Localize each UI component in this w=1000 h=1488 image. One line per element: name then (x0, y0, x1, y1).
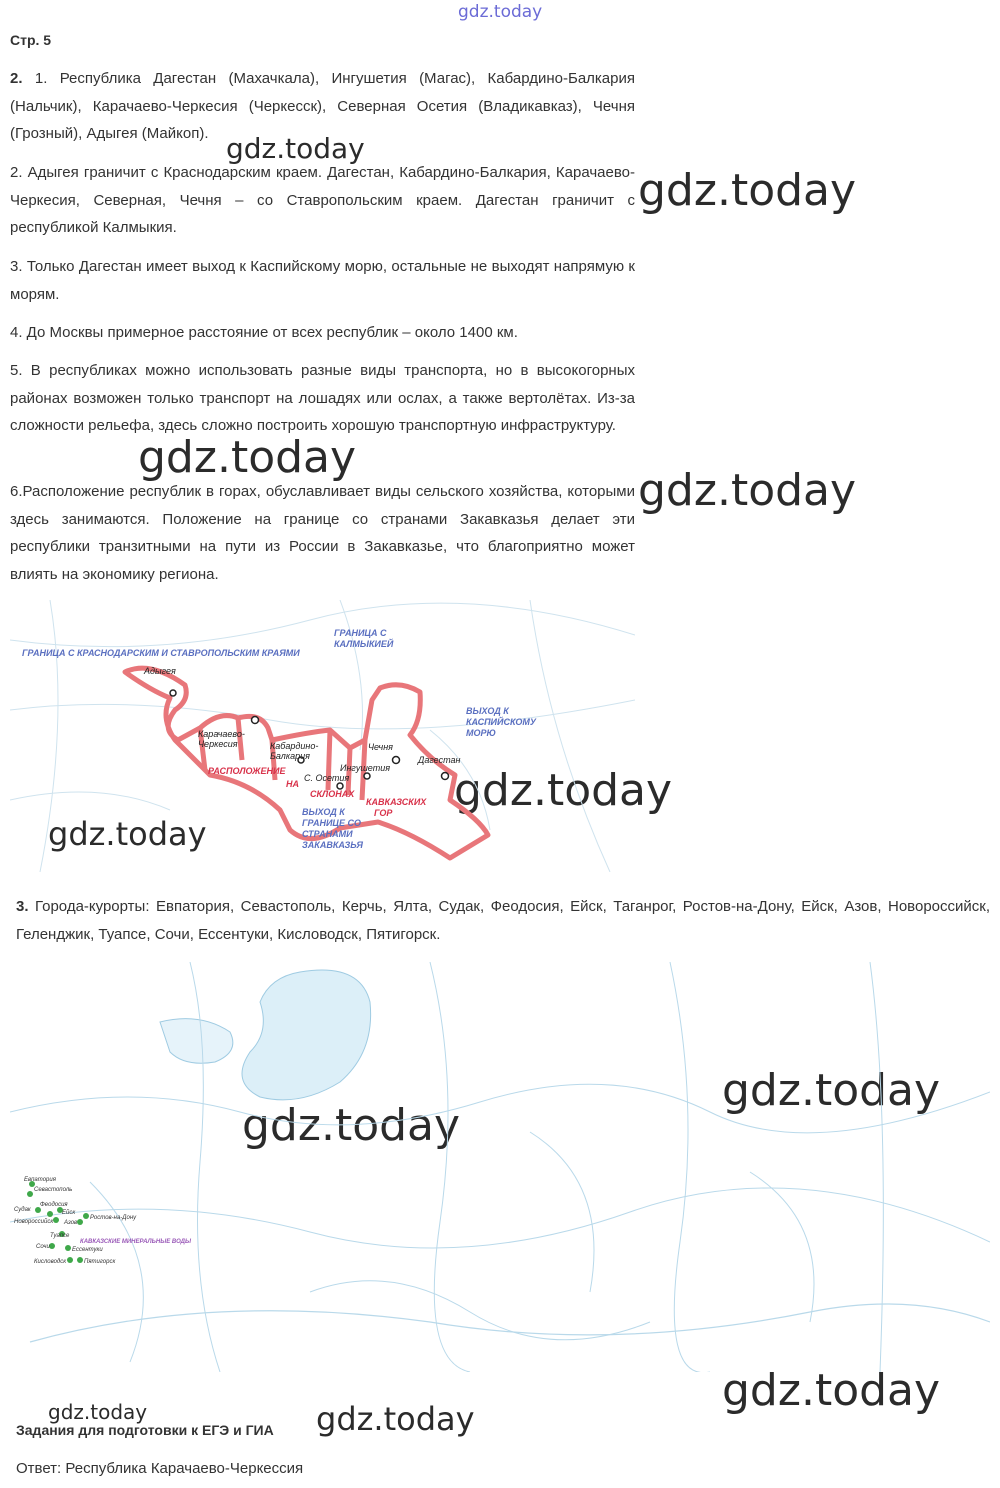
city-dot (252, 717, 259, 724)
city-dot (67, 1257, 73, 1263)
city-label: Пятигорск (84, 1259, 116, 1265)
label-dagestan: Дагестан (418, 755, 461, 765)
page-heading: Стр. 5 (10, 32, 52, 48)
label-caspian-2: КАСПИЙСКОМУ (466, 717, 537, 727)
label-ingush: Ингушетия (340, 763, 391, 773)
task2-item-4: 4. До Москвы примерное расстояние от всех республик – около 1400 км. (10, 324, 518, 341)
watermark-top[interactable]: gdz.today (458, 2, 543, 22)
task2-item-5: 5. В республиках можно использовать разные виды транспорта, но в высокогорных районах возможен только транспорт на лошадях или ослах, а также вертолётах. Из-за сложности рельефа, здесь сложно построить хорошую транспортную инфраструктуру. (10, 362, 635, 434)
label-border-kalm-1: ГРАНИЦА С (334, 628, 387, 638)
city-dot (65, 1245, 71, 1251)
watermark: gdz.today (722, 1365, 941, 1416)
task2-item-1: 2. 1. Республика Дагестан (Махачкала), Ингушетия (Магас), Кабардино-Балкария (Нальчик), Карачаево-Черкесия (Черкесск), Северная Осетия (Владикавказ), Чечня (Грозный), Адыгея (Майкоп). (10, 70, 635, 142)
city-dot (49, 1243, 55, 1249)
city-dot (27, 1191, 33, 1197)
label-mineral-waters: КАВКАЗСКИЕ МИНЕРАЛЬНЫЕ ВОДЫ (80, 1239, 192, 1245)
label-kbr-1: Кабардино- (270, 741, 319, 751)
label-zak-4: ЗАКАВКАЗЬЯ (302, 840, 363, 850)
city-dot (53, 1217, 59, 1223)
city-dot (77, 1219, 83, 1225)
city-label: Азов (64, 1220, 78, 1226)
city-label: Туапсе (50, 1233, 70, 1239)
label-border-kk: ГРАНИЦА С КРАСНОДАРСКИМ И СТАВРОПОЛЬСКИМ КРАЯМИ (22, 648, 300, 658)
exam-heading: Задания для подготовки к ЕГЭ и ГИА (16, 1422, 274, 1438)
task3-number: 3. (16, 898, 29, 915)
task2-item-2: 2. Адыгея граничит с Краснодарским краем. Дагестан, Кабардино-Балкария, Карачаево-Черкесия, Северная, Чечня – со Ставропольским краем. Дагестан граничит с республикой Калмыкия. (10, 164, 635, 236)
watermark: gdz.today (226, 132, 365, 165)
city-label: Судак (14, 1207, 31, 1213)
task2-item-6: 6.Расположение республик в горах, обуславливает виды сельского хозяйства, которыми здесь занимаются. Положение на границе со странами Закавказья делает эти республики транзитными на пути из России в Закавказье, что благоприятно может влиять на экономику региона. (10, 483, 635, 583)
watermark: gdz.today (316, 1400, 475, 1438)
label-kch-2: Черкесия (198, 739, 238, 749)
watermark: gdz.today (138, 432, 357, 483)
watermark: gdz.today (638, 465, 857, 516)
sea-area (242, 970, 371, 1100)
city-dot (77, 1257, 83, 1263)
task2-item-3: 3. Только Дагестан имеет выход к Каспийскому морю, остальные не выходят напрямую к морям. (10, 258, 635, 303)
label-chechnya: Чечня (368, 742, 393, 752)
city-dot (170, 690, 176, 696)
russia-contour-map (10, 962, 990, 1372)
city-label: Феодосия (40, 1202, 68, 1208)
label-adygea: Адыгея (144, 666, 176, 676)
city-dot (393, 757, 400, 764)
city-label: Севастополь (34, 1187, 73, 1193)
city-label: Ростов-на-Дону (90, 1215, 137, 1221)
city-dot (83, 1213, 89, 1219)
label-mountains-1: КАВКАЗСКИХ (366, 797, 427, 807)
label-slopes-3: СКЛОНАХ (310, 789, 355, 799)
label-zak-3: СТРАНАМИ (302, 829, 353, 839)
watermark: gdz.today (722, 1065, 941, 1116)
label-caspian-3: МОРЮ (466, 728, 496, 738)
label-mountains-2: ГОР (374, 808, 393, 818)
label-osetia: С. Осетия (304, 773, 350, 783)
city-label: Кисловодск (34, 1259, 67, 1265)
city-label: Ейск (62, 1210, 76, 1216)
watermark: gdz.today (242, 1100, 461, 1151)
sea-area (160, 1019, 233, 1064)
label-kbr-2: Балкария (270, 751, 310, 761)
city-dot (364, 773, 370, 779)
city-label: Ессентуки (72, 1247, 103, 1253)
label-border-kalm-2: КАЛМЫКИЕЙ (334, 639, 394, 649)
city-dot (47, 1211, 53, 1217)
watermark: gdz.today (48, 1400, 148, 1424)
task2-number: 2. (10, 70, 23, 87)
label-kch-1: Карачаево- (198, 729, 245, 739)
exam-answer: Ответ: Республика Карачаево-Черкессия (16, 1460, 304, 1477)
label-zak-1: ВЫХОД К (302, 807, 345, 817)
label-caspian-1: ВЫХОД К (466, 706, 509, 716)
city-dot (442, 773, 449, 780)
city-label: Сочи (36, 1244, 50, 1250)
border-line (30, 1304, 990, 1342)
task3-text: 3. Города-курорты: Евпатория, Севастополь, Керчь, Ялта, Судак, Феодосия, Ейск, Таганрог, Ростов-на-Дону, Ейск, Азов, Новороссийск, Геленджик, Туапсе, Сочи, Ессентуки, Кисловодск, Пятигорск. (16, 898, 990, 943)
label-zak-2: ГРАНИЦЕ СО (302, 818, 361, 828)
watermark: gdz.today (454, 765, 673, 816)
watermark: gdz.today (638, 165, 857, 216)
watermark: gdz.today (48, 815, 207, 853)
city-label: Евпатория (24, 1177, 56, 1183)
caucasus-map (10, 600, 635, 872)
label-slopes-1: РАСПОЛОЖЕНИЕ (208, 766, 286, 776)
label-slopes-2: НА (286, 779, 299, 789)
city-label: Новороссийск (14, 1219, 54, 1225)
